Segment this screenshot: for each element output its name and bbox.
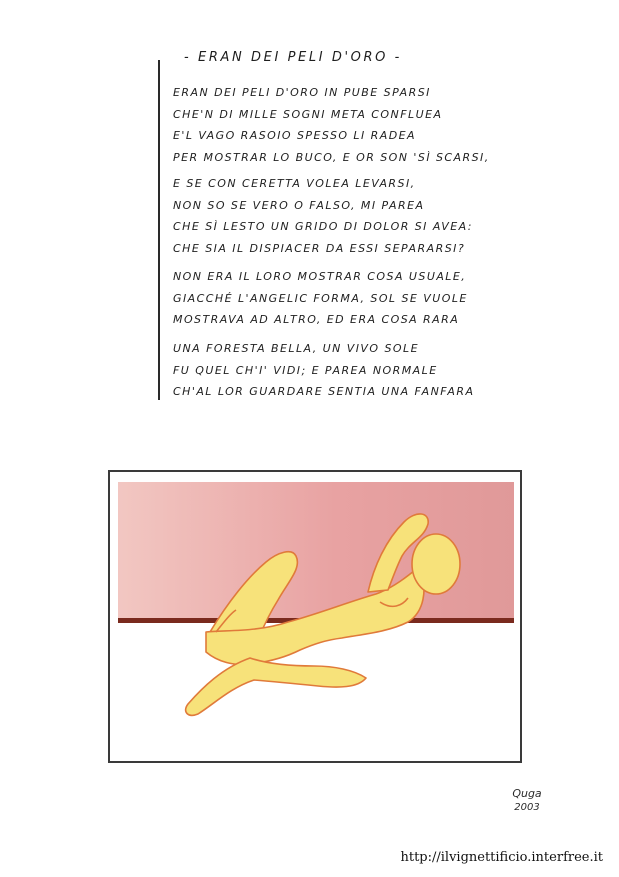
verse: ERAN DEI PELI D'ORO IN PUBE SPARSI [173,86,431,99]
artist-signature [497,787,557,815]
verse: CHE SÌ LESTO UN GRIDO DI DOLOR SI AVEA: [173,220,473,234]
stanza-3 [173,266,468,331]
artwork-frame [108,470,522,763]
verse: PER MOSTRAR LO BUCO, E OR SON 'SÌ SCARSI, [173,150,490,164]
signature-name: Quga [512,787,542,800]
figure-head [412,534,460,594]
verse: UNA FORESTA BELLA, UN VIVO SOLE [173,342,419,355]
stanza-2 [173,173,473,259]
verse: NON SO SE VERO O FALSO, MI PAREA [173,198,425,212]
stanza-1 [173,82,490,168]
verse: CH'AL LOR GUARDARE SENTIA UNA FANFARA [173,385,475,399]
poem-margin-line [158,60,160,400]
verse: CHE SIA IL DISPIACER DA ESSI SEPARARSI? [173,241,466,255]
reclining-figure-painting [118,482,514,754]
verse: MOSTRAVA AD ALTRO, ED ERA COSA RARA [173,313,460,327]
poem-title: - ERAN DEI PELI D'ORO - [184,50,402,65]
verse: E SE CON CERETTA VOLEA LEVARSI, [173,177,416,190]
footer-url: http://ilvignettificio.interfree.it [400,850,603,865]
verse: CHE'N DI MILLE SOGNI META CONFLUEA [173,107,443,121]
verse: GIACCHÉ L'ANGELIC FORMA, SOL SE VUOLE [173,291,468,305]
stanza-4 [173,338,474,403]
verse: NON ERA IL LORO MOSTRAR COSA USUALE, [173,270,467,283]
signature-year: 2003 [514,802,540,813]
verse: E'L VAGO RASOIO SPESSO LI RADEA [173,129,417,143]
verse: FU QUEL CH'I' VIDI; E PAREA NORMALE [173,363,438,377]
